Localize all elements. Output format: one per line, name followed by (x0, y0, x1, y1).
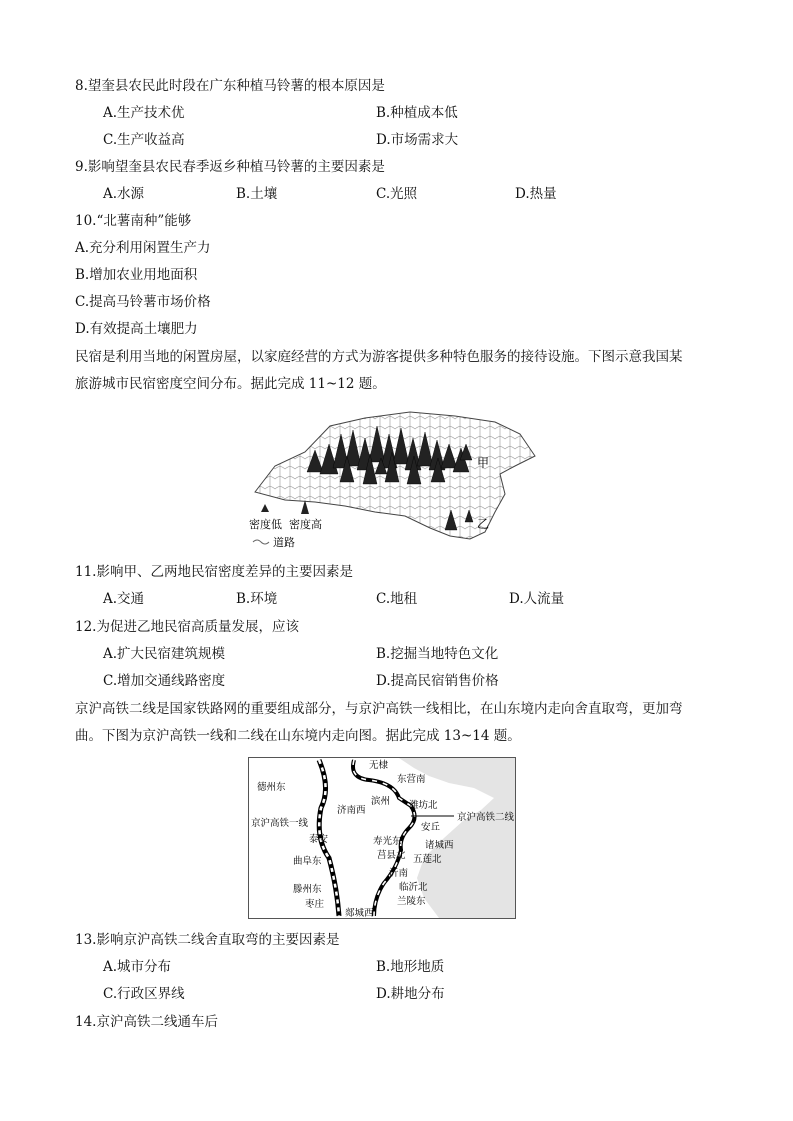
station-label: 泰安 (309, 834, 329, 845)
q9-option-b[interactable]: B.土壤 (236, 186, 278, 202)
q12-stem: 12.为促进乙地民宿高质量发展，应该 (75, 619, 299, 635)
intro2-line2: 曲。下图为京沪高铁一线和二线在山东境内走向图。据此完成 13~14 题。 (75, 728, 521, 744)
q12-option-c[interactable]: C.增加交通线路密度 (103, 673, 226, 689)
legend-low: 密度低 (249, 518, 282, 531)
road-legend-symbol (253, 540, 269, 544)
q10-option-c[interactable]: C.提高马铃薯市场价格 (75, 294, 211, 310)
q8-option-b[interactable]: B.种植成本低 (376, 105, 458, 121)
legend-high: 密度高 (289, 518, 322, 531)
q13-stem: 13.影响京沪高铁二线舍直取弯的主要因素是 (75, 932, 340, 948)
station-label: 京沪高铁一线 (251, 818, 309, 829)
station-label: 京沪高铁二线 (457, 812, 515, 823)
q12-option-a[interactable]: A.扩大民宿建筑规模 (103, 646, 226, 662)
q11-option-c[interactable]: C.地租 (376, 591, 418, 607)
intro2-line1: 京沪高铁二线是国家铁路网的重要组成部分，与京沪高铁一线相比，在山东境内走向舍直取弯，更加弯 (75, 701, 683, 717)
q8-option-c[interactable]: C.生产收益高 (103, 132, 185, 148)
label-yi: 乙 (477, 517, 490, 531)
label-jia: 甲 (477, 456, 490, 470)
q10-option-a[interactable]: A.充分利用闲置生产力 (75, 240, 211, 256)
low-density-symbol (261, 504, 269, 512)
q13-option-c[interactable]: C.行政区界线 (103, 986, 185, 1002)
intro1-line2: 旅游城市民宿密度空间分布。据此完成 11~12 题。 (75, 376, 386, 392)
station-label: 寿光东 (373, 836, 402, 847)
station-label: 五莲北 (413, 854, 442, 865)
q10-option-b[interactable]: B.增加农业用地面积 (75, 267, 198, 283)
railway-map-svg (249, 758, 515, 918)
q8-option-a[interactable]: A.生产技术优 (103, 105, 185, 121)
station-label: 济南西 (337, 805, 366, 816)
q13-option-b[interactable]: B.地形地质 (376, 959, 445, 975)
station-label: 安丘 (421, 822, 441, 833)
q11-stem: 11.影响甲、乙两地民宿密度差异的主要因素是 (75, 564, 353, 580)
q8-stem: 8.望奎县农民此时段在广东种植马铃薯的根本原因是 (75, 78, 385, 94)
q9-option-a[interactable]: A.水源 (103, 186, 145, 202)
legend-road: 道路 (273, 536, 295, 549)
intro1-line1: 民宿是利用当地的闲置房屋，以家庭经营的方式为游客提供多种特色服务的接待设施。下图示意我国某 (75, 349, 683, 365)
station-label: 滨州 (371, 796, 391, 807)
high-density-symbol (301, 500, 309, 514)
station-label: 德州东 (257, 782, 286, 793)
station-label: 兰陵东 (397, 896, 426, 907)
station-label: 滕州东 (293, 884, 322, 895)
q11-option-a[interactable]: A.交通 (103, 591, 145, 607)
q12-option-b[interactable]: B.挖掘当地特色文化 (376, 646, 499, 662)
q14-stem: 14.京沪高铁二线通车后 (75, 1014, 218, 1030)
station-label: 诸城西 (425, 840, 454, 851)
station-label: 潍坊北 (409, 800, 438, 811)
bnb-density-map-svg (245, 404, 540, 554)
bnb-density-map (245, 404, 540, 554)
q12-option-d[interactable]: D.提高民宿销售价格 (376, 673, 499, 689)
station-label: 东营南 (397, 774, 426, 785)
q9-stem: 9.影响望奎县农民春季返乡种植马铃薯的主要因素是 (75, 159, 385, 175)
station-label: 沂南 (389, 868, 409, 879)
q10-stem: 10.“北薯南种”能够 (75, 213, 192, 229)
q11-option-d[interactable]: D.人流量 (509, 591, 565, 607)
station-label: 枣庄 (305, 899, 325, 910)
q8-option-d[interactable]: D.市场需求大 (376, 132, 459, 148)
q10-option-d[interactable]: D.有效提高土壤肥力 (75, 321, 198, 337)
station-label: 郯城西 (345, 908, 374, 918)
railway-map (248, 757, 516, 919)
q9-option-c[interactable]: C.光照 (376, 186, 418, 202)
q13-option-a[interactable]: A.城市分布 (103, 959, 172, 975)
q13-option-d[interactable]: D.耕地分布 (376, 986, 445, 1002)
station-label: 临沂北 (399, 882, 428, 893)
q9-option-d[interactable]: D.热量 (515, 186, 557, 202)
q11-option-b[interactable]: B.环境 (236, 591, 278, 607)
station-label: 曲阜东 (293, 856, 322, 867)
station-label: 莒县北 (377, 850, 406, 861)
station-label: 无棣 (369, 760, 389, 771)
